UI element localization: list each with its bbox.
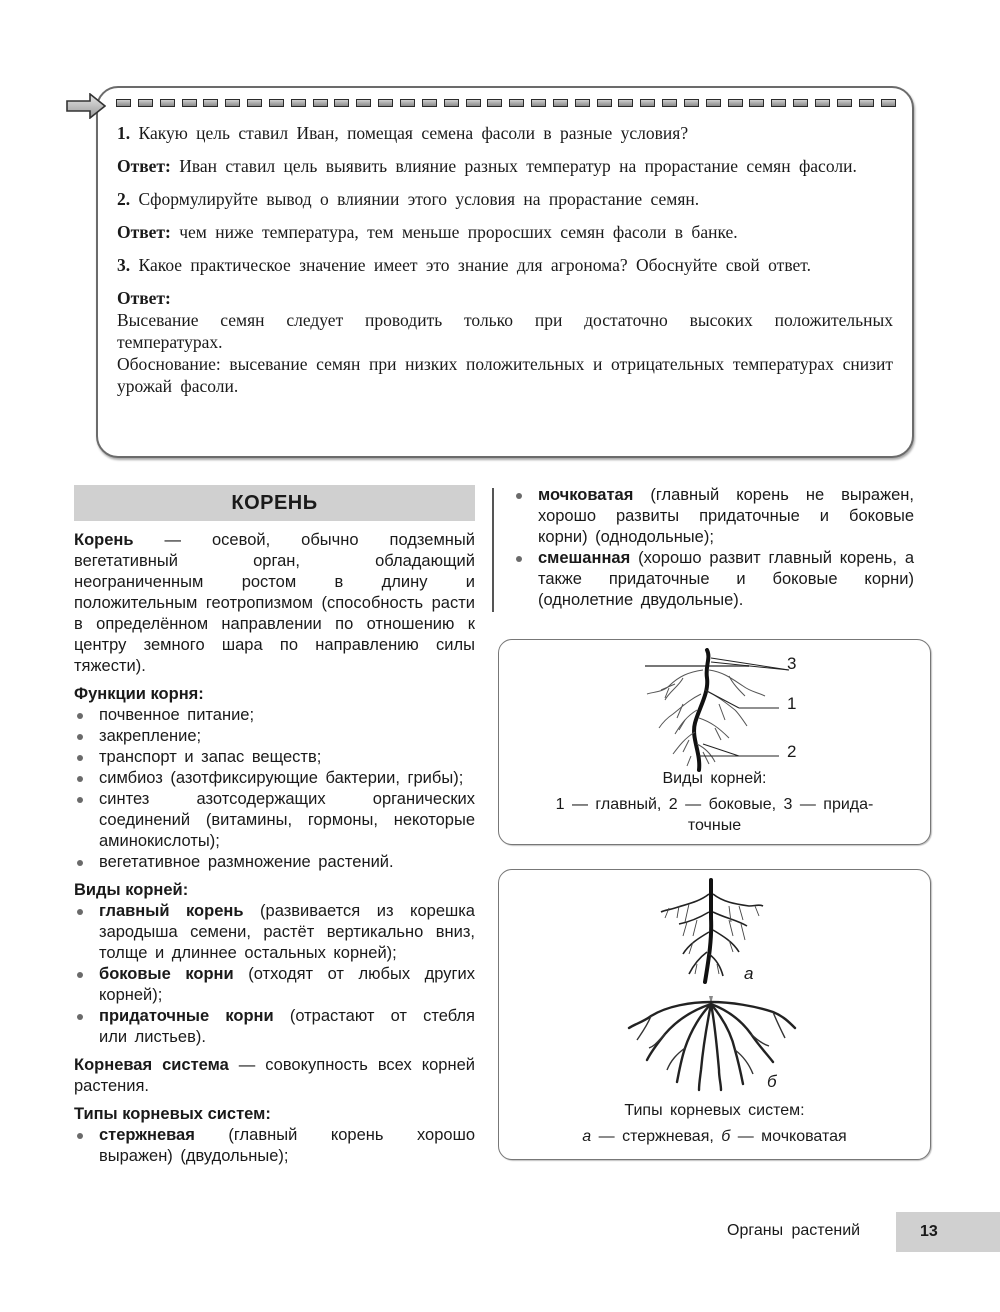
dash-segment (291, 99, 306, 107)
dash-segment (356, 99, 371, 107)
answer-3-line-2: Обоснование: высевание семян при низких положительных и отрицательных температурах снизит урожай фасоли. (117, 354, 893, 396)
list-item: транспорт и запас веществ; (74, 747, 475, 768)
dash-segment (444, 99, 459, 107)
label-adventitious: 3 (787, 654, 797, 673)
right-column (513, 485, 914, 618)
functions-heading: Функции корня: (74, 685, 204, 703)
figure1-caption-line1: 1 — главный, 2 — боковые, 3 — прида- (555, 796, 874, 813)
figure-root-kinds (498, 639, 931, 845)
dash-segment (575, 99, 590, 107)
dash-segment (225, 99, 240, 107)
dash-segment (728, 99, 743, 107)
list-item: мочковатая (главный корень не выражен, хорошо развиты придаточные и боковые корни) (однодольные); (513, 485, 914, 548)
label-b: б (767, 1072, 777, 1091)
dash-segment (422, 99, 437, 107)
dash-segment (247, 99, 262, 107)
dash-segment (531, 99, 546, 107)
dash-segment (749, 99, 764, 107)
dash-segment (203, 99, 218, 107)
answer-2: Ответ: чем ниже температура, тем меньше проросших семян фасоли в банке. (117, 222, 738, 242)
dash-segment (881, 99, 896, 107)
dash-segment (597, 99, 612, 107)
dash-segment (138, 99, 153, 107)
dash-segment (618, 99, 633, 107)
dash-segment (793, 99, 808, 107)
dashed-separator (116, 99, 896, 109)
page-number: 13 (896, 1212, 1000, 1252)
system-types-list-left (74, 1125, 475, 1167)
list-item: придаточные корни (отрастают от стебля или листьев). (74, 1006, 475, 1048)
task-text (117, 122, 893, 397)
dash-segment (313, 99, 328, 107)
label-lateral: 2 (787, 742, 797, 761)
question-1: 1. Какую цель ставил Иван, помещая семена фасоли в разные условия? (117, 123, 689, 143)
column-divider (492, 488, 494, 612)
list-item: смешанная (хорошо развит главный корень, а также придаточные и боковые корни) (однолетние двудольные). (513, 548, 914, 611)
figure1-caption-title: Виды корней: (662, 770, 767, 787)
figure1-caption-line2: точные (687, 817, 742, 834)
figure2-caption-title: Типы корневых систем: (624, 1102, 805, 1119)
question-2: 2. Сформулируйте вывод о влиянии этого условия на прорастание семян. (117, 189, 700, 209)
dash-segment (487, 99, 502, 107)
dash-segment (684, 99, 699, 107)
label-main: 1 (787, 694, 797, 713)
functions-list (74, 705, 475, 873)
running-footer-section: Органы растений (727, 1222, 861, 1239)
dash-segment (706, 99, 721, 107)
list-item: стержневая (главный корень хорошо выражен) (двудольные); (74, 1125, 475, 1167)
dash-segment (160, 99, 175, 107)
system-types-heading: Типы корневых систем: (74, 1105, 271, 1123)
list-item: боковые корни (отходят от любых других корней); (74, 964, 475, 1006)
dash-segment (400, 99, 415, 107)
label-a: а (744, 964, 754, 983)
answer-3-label: Ответ: (117, 288, 171, 308)
dash-segment (378, 99, 393, 107)
left-column (74, 485, 475, 1174)
dash-segment (116, 99, 131, 107)
list-item: синтез азотсодержащих органических соединений (витамины, гормоны, некоторые аминокислоты); (74, 789, 475, 852)
dash-segment (640, 99, 655, 107)
dash-segment (182, 99, 197, 107)
arrow-right-icon (66, 93, 106, 119)
list-item: симбиоз (азотфиксирующие бактерии, грибы); (74, 768, 475, 789)
list-item: главный корень (развивается из корешка зародыша семени, растёт вертикально вниз, толще и длиннее остальных корней); (74, 901, 475, 964)
dash-segment (837, 99, 852, 107)
list-item: почвенное питание; (74, 705, 475, 726)
dash-segment (334, 99, 349, 107)
answer-3-line-1: Высевание семян следует проводить только при достаточно высоких положительных температурах. (117, 310, 893, 352)
figure2-caption-legend: а — стержневая, б — мочковатая (582, 1128, 847, 1145)
dash-segment (859, 99, 874, 107)
question-3: 3. Какое практическое значение имеет это знание для агронома? Обоснуйте свой ответ. (117, 255, 811, 275)
dash-segment (771, 99, 786, 107)
root-definition: Корень — осевой, обычно подземный вегетативный орган, обладающий неограниченным ростом в длину и положительным геотропизмом (способность расти в определённом направлении по отношению к центру земного шара по направлению силы тяжести). (74, 531, 475, 675)
list-item: вегетативное размножение растений. (74, 852, 475, 873)
figure-root-systems (498, 869, 931, 1160)
root-types-heading: Виды корней: (74, 881, 189, 899)
list-item: закрепление; (74, 726, 475, 747)
section-title: КОРЕНЬ (74, 485, 475, 521)
dash-segment (466, 99, 481, 107)
dash-segment (509, 99, 524, 107)
dash-segment (269, 99, 284, 107)
dash-segment (662, 99, 677, 107)
dash-segment (553, 99, 568, 107)
root-system-definition: Корневая система — совокупность всех корней растения. (74, 1056, 475, 1095)
answer-1: Ответ: Иван ставил цель выявить влияние разных температур на прорастание семян фасоли. (117, 156, 857, 176)
dash-segment (815, 99, 830, 107)
system-types-list-right (513, 485, 914, 611)
root-types-list (74, 901, 475, 1048)
